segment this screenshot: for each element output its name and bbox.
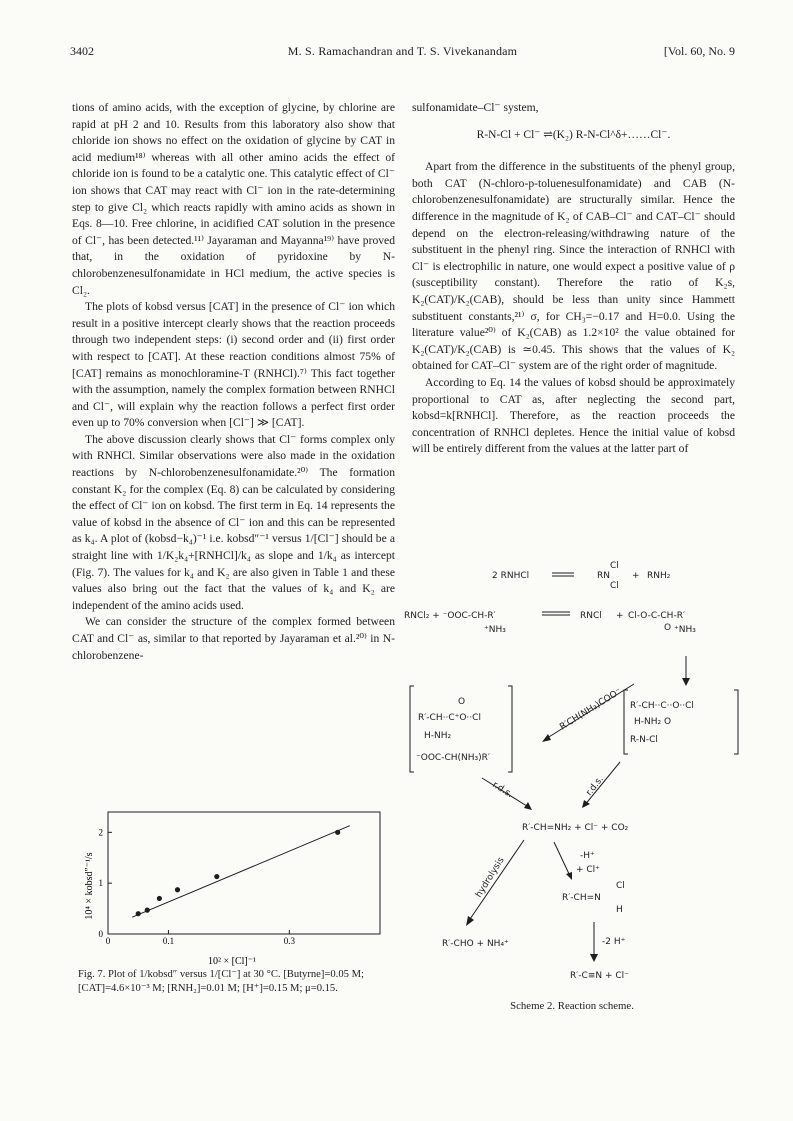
scheme-label: R′-CH=NH₂ + Cl⁻ + CO₂ xyxy=(522,823,629,833)
data-point xyxy=(214,874,219,879)
fit-line-group xyxy=(132,826,350,918)
paragraph: According to Eq. 14 the values of kobsd should be approximately proportional to CAT as, after neglecting the second part, kobsd=k[RNHCl]. Therefore, as the reaction proceeds the concentration of RNHCl depletes. Hence the initial value of kobsd will be entirely different from the values at the latter part of xyxy=(412,375,735,456)
y-tick-label: 2 xyxy=(98,827,103,838)
scheme-label: r.d.s. xyxy=(490,780,515,801)
y-axis-label: 10⁴ × kobsd″⁻¹/s xyxy=(84,852,95,920)
fit-line xyxy=(132,826,350,918)
data-point xyxy=(335,830,340,835)
scheme-label: -2 H⁺ xyxy=(602,937,626,947)
scheme-label: H-NH₂ O xyxy=(634,717,672,727)
running-authors: M. S. Ramachandran and T. S. Vivekanandam xyxy=(287,44,518,58)
reaction-scheme xyxy=(402,560,742,1000)
scheme-label: Cl xyxy=(616,881,625,891)
paragraph: sulfonamidate–Cl⁻ system, xyxy=(412,101,539,114)
scheme-label: + xyxy=(616,611,624,621)
paragraph: The above discussion clearly shows that Cl⁻ forms complex only with RNHCl. Similar observations were also made in the oxidation reactions by N-chlorobenzenesulfonamidate.²⁰⁾ The formation constant K₂ for the complex (Eq. 8) can be calculated by considering the effect of Cl⁻ ion on kobsd. The first term in Eq. 14 represents the value of kobsd in the absence of Cl⁻ ion and this can be represented as k₄. A plot of (kobsd−k₄)⁻¹ i.e. kobsd″⁻¹ versus 1/[Cl⁻] should be a straight line with 1/K₂k₄+[RNHCl]/k₄ as slope and 1/k₄ as intercept (Fig. 7). The values for k₄ and K₂ are also given in Table 1 and these values also bring out the fact that the values of k₄ and K₂ are independent of the amino acids used. xyxy=(72,432,395,612)
data-point xyxy=(145,908,150,913)
scheme-label: 2 RNHCl xyxy=(492,571,530,581)
x-tick-label: 0.1 xyxy=(162,936,175,946)
scheme-label: R′-C≡N + Cl⁻ xyxy=(570,971,629,981)
paragraph: We can consider the structure of the complex formed between CAT and Cl⁻ as, similar to that reported by Jayaraman et al.²⁰⁾ in N-chlorobenzene- xyxy=(72,615,395,662)
scheme-label: RNH₂ xyxy=(647,571,671,581)
scheme-label: -H⁺ xyxy=(580,851,595,861)
paragraph: Apart from the difference in the substituents of the phenyl group, both CAT (N-chloro-p-toluenesulfonamidate) and CAB (N-chlorobenzenesulfonamidate) are structurally similar. Hence the difference in the magnitude of K₂ of CAB–Cl⁻ and CAT–Cl⁻ should depend on the electron-releasing/withdrawing nature of the substituent in the phenyl ring. Since the interaction of RNHCl with Cl⁻ is electrophilic in nature, one would expect a positive value of ρ (susceptibility constant). Therefore the ratio of K₂s, K₂(CAT)/K₂(CAB), should be less than unity since Hammett substituent constants,²¹⁾ σ, for CH₃=−0.17 and H=0.0. Using the literature value²⁰⁾ of K₂(CAB) as 1.2×10² the value obtained for K₂(CAT)/K₂(CAB) is ≃0.45. This shows that the values of K₂ obtained for CAT–Cl⁻ system are of the right order of magnitude. xyxy=(412,160,735,373)
scheme-label: R′-CHO + NH₄⁺ xyxy=(442,939,509,949)
figure-caption: Fig. 7. Plot of 1/kobsd″ versus 1/[Cl⁻] at 30 °C. [Butyrne]=0.05 M; [CAT]=4.6×10⁻³ M; [RNH₂]=0.01 M; [H⁺]=0.15 M; μ=0.15. xyxy=(78,969,364,994)
x-tick-label: 0.3 xyxy=(283,936,295,946)
scheme-label: RN xyxy=(597,571,610,581)
paragraph: tions of amino acids, with the exception of glycine, by chlorine are rapid at pH 2 and 10. Results from this laboratory also show that chloride ion shows no effect on the oxidation of glycine by CAT in acid medium¹⁸⁾ whereas with all other amino acids the effect of chloride ion is found to be a catalytic one. This catalytic effect of Cl⁻ ion shows that CAT may react with Cl⁻ ion in the rate-determining step to give Cl₂ which reacts rapidly with amino acids as shown in Eqs. 8—10. Free chlorine, in acidified CAT solution in the presence of Cl⁻, has been detected.¹¹⁾ Jayaraman and Mayanna¹⁹⁾ have proved that, in the oxidation of pyridoxine by N-chlorobenzenesulfonamidate in HCl medium, the active species is Cl₂. xyxy=(72,101,395,297)
scheme-caption: Scheme 2. Reaction scheme. xyxy=(510,1000,634,1012)
scheme-label: r.d.s. xyxy=(584,774,606,798)
data-point xyxy=(175,887,180,892)
scheme-label: + xyxy=(632,571,640,581)
y-tick-label: 0 xyxy=(98,929,103,939)
right-column xyxy=(412,100,735,458)
scheme-label: R′-CH··C··O··Cl xyxy=(630,701,694,711)
scheme-label: R-N-Cl xyxy=(630,735,658,745)
scatter-chart xyxy=(80,800,400,970)
scheme-label: O xyxy=(458,697,466,707)
scheme-label: hydrolysis xyxy=(474,855,507,900)
scheme-label: RNCl₂ + ⁻OOC-CH-R′ xyxy=(404,611,496,621)
volume-info: [Vol. 60, No. 9 xyxy=(663,44,735,58)
scheme-label: Cl xyxy=(610,561,619,571)
data-point xyxy=(157,896,162,901)
scheme-label: ⁺NH₃ xyxy=(484,625,506,635)
scheme-diagram xyxy=(402,560,742,1000)
y-tick-label: 1 xyxy=(98,878,103,889)
complex-equation: R-N-Cl + Cl⁻ ⇌(K₂) R-N-Cl^δ+……Cl⁻. xyxy=(476,128,671,141)
page-number: 3402 xyxy=(70,44,94,58)
x-tick-label: 0 xyxy=(105,936,111,946)
scheme-label: O xyxy=(664,623,672,633)
paragraph: The plots of kobsd versus [CAT] in the presence of Cl⁻ ion which result in a positive intercept clearly shows that the reaction proceeds through two independent steps: (i) second order and (ii) first order with respect to [CAT]. At these reaction conditions almost 75% of [CAT] remains as monochloramine-T (RNHCl).⁷⁾ This fact together with the assumption, namely the complex formation between RNHCl and Cl⁻, will explain why the reaction follows a perfect first order even up to 70% conversion when [Cl⁻] ≫ [CAT]. xyxy=(72,300,395,430)
page-header xyxy=(70,44,735,64)
scheme-label: H-NH₂ xyxy=(424,731,452,741)
scheme-label: Cl xyxy=(610,581,619,591)
x-axis-label: 10² × [Cl]⁻¹ xyxy=(207,956,257,967)
scheme-label: ⁺NH₃ xyxy=(674,625,696,635)
left-column xyxy=(72,100,395,664)
scheme-label: Cl-O-C-CH-R′ xyxy=(628,611,685,621)
scheme-label: + Cl⁺ xyxy=(576,865,600,875)
scheme-label: ⁻OOC-CH(NH₃)R′ xyxy=(416,753,490,763)
chart-ticks xyxy=(99,827,296,946)
scheme-label: R′-CH=N xyxy=(562,893,601,903)
scheme-label: RNCl xyxy=(580,611,602,621)
scheme-label: R′CH(NH₃)COO⁻ xyxy=(558,686,624,733)
scheme-label: R′-CH··C⁺O··Cl xyxy=(418,713,481,723)
scheme-label: H xyxy=(616,905,623,915)
data-point xyxy=(136,911,141,916)
